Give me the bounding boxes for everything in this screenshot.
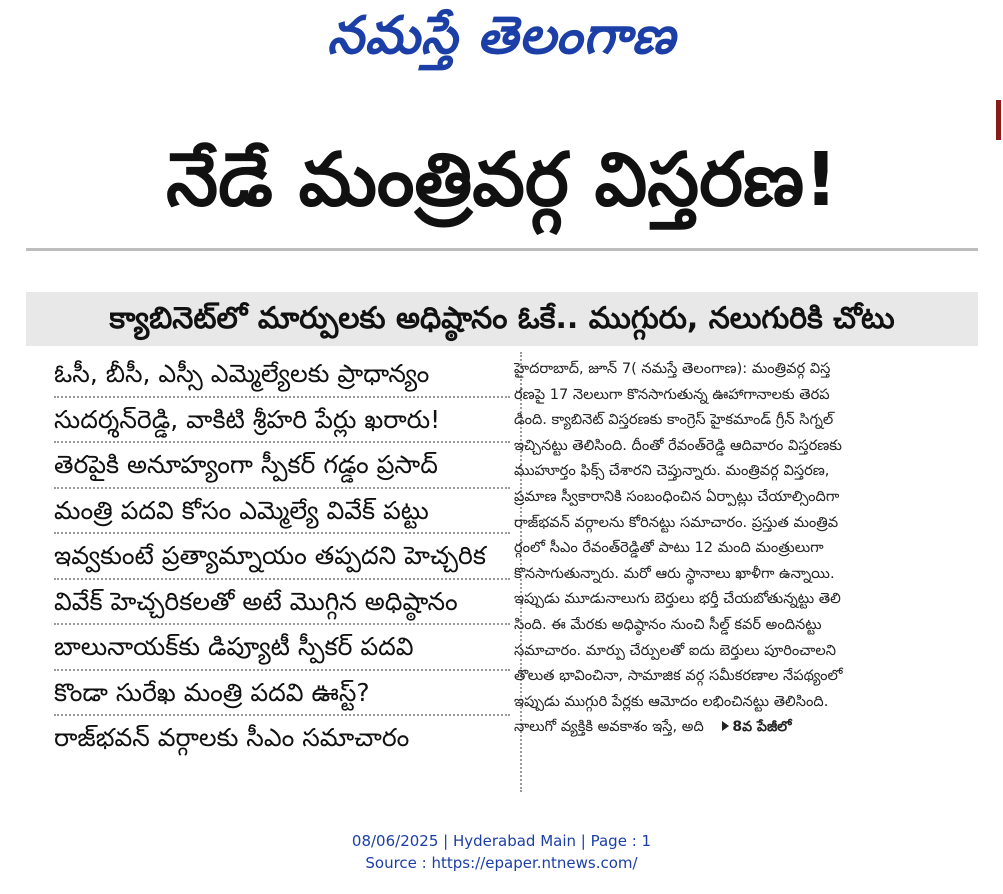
body-line: ర్గంలో సీఎం రేవంత్‌రెడ్డితో పాటు 12 మంది మంత్రులుగా	[514, 539, 824, 557]
body-line: ఇప్పుడు ముగ్గురి పేర్లకు ఆమోదం లభించినట్టు తెలిసింది.	[514, 692, 829, 710]
highlight-item: ఇవ్వకుంటే ప్రత్యామ్నాయం తప్పదని హెచ్చరిక	[54, 534, 510, 580]
highlight-item: సుదర్శన్‌రెడ్డి, వాకిటి శ్రీహరి పేర్లు ఖరారు!	[54, 398, 510, 444]
body-line: హైదరాబాద్, జూన్ 7( నమస్తే తెలంగాణ): మంత్రివర్గ విస్త	[514, 360, 831, 377]
highlight-item: రాజ్‌భవన్ వర్గాలకు సీఎం సమాచారం	[54, 723, 410, 752]
body-line: రణపై 17 నెలలుగా కొనసాగుతున్న ఊహాగానాలకు తెరప	[514, 385, 830, 403]
highlight-item: తెరపైకి అనూహ్యంగా స్పీకర్ గడ్డం ప్రసాద్	[54, 443, 510, 489]
body-line: ఇచ్చినట్టు తెలిసింది. దీంతో రేవంత్‌రెడ్డి ఆదివారం విస్తరణకు	[514, 436, 842, 454]
continuation-label: 8వ పేజీలో	[732, 719, 792, 736]
body-line: సమాచారం. మార్పు చేర్పులతో ఐదు బెర్తులు పూరించాలని	[514, 641, 836, 659]
body-line: ఇప్పుడు మూడునాలుగు బెర్తులు భర్తీ చేయబోతున్నట్టు తెలి	[514, 590, 841, 608]
highlight-item: ఓసీ, బీసీ, ఎస్సీ ఎమ్మెల్యేలకు ప్రాధాన్యం	[54, 352, 510, 398]
highlight-item: బాలునాయక్‌కు డిప్యూటీ స్పీకర్ పదవి	[54, 625, 510, 671]
headline-divider	[26, 248, 978, 251]
body-line-text: నాలుగో వ్యక్తికి అవకాశం ఇస్తే, అది	[514, 718, 704, 736]
highlight-item: కొండా సురేఖ మంత్రి పదవి ఊస్ట్?	[54, 671, 510, 717]
body-line: ప్రమాణ స్వీకారానికి సంబంధించిన ఏర్పాట్లు చేయాల్సిందిగా	[514, 487, 840, 505]
highlight-item: వివేక్ హెచ్చరికలతో అటే మొగ్గిన అధిష్ఠానం	[54, 580, 510, 626]
highlights-list	[54, 352, 510, 760]
subheadline: క్యాబినెట్‌లో మార్పులకు అధిష్ఠానం ఓకే.. ముగ్గురు, నలుగురికి చోటు	[26, 292, 978, 346]
body-line: ముహూర్తం ఫిక్స్ చేశారని చెప్తున్నారు. మంత్రివర్గ విస్తరణ,	[514, 462, 830, 480]
news-clipping	[26, 124, 978, 814]
body-line: కొనసాగుతున్నారు. మరో ఆరు స్థానాలు ఖాళీగా ఉన్నాయి.	[514, 564, 835, 582]
headline: నేడే మంత్రివర్గ విస్తరణ!	[166, 137, 838, 223]
body-line: తొలుత భావించినా, సామాజిక వర్గ సమీకరణాల నేపథ్యంలో	[514, 667, 843, 685]
footer-source[interactable]: Source : https://epaper.ntnews.com/	[365, 854, 638, 872]
page-footer	[0, 830, 1003, 874]
body-line-last	[514, 714, 952, 741]
arrow-right-icon	[722, 721, 729, 731]
body-line: సింది. ఈ మేరకు అధిష్ఠానం నుంచి సీల్డ్ కవర్ అందినట్టు	[514, 615, 822, 633]
continuation-link[interactable]	[722, 715, 791, 741]
body-line: రాజ్‌భవన్ వర్గాలను కోరినట్టు సమాచారం. ప్రస్తుత మంత్రివ	[514, 513, 839, 531]
body-line: డింది. క్యాబినెట్ విస్తరణకు కాంగ్రెస్ హైకమాండ్ గ్రీన్ సిగ్నల్	[514, 411, 834, 429]
page-edge-marker	[996, 100, 1001, 140]
masthead-logo: నమస్తే తెలంగాణ	[327, 6, 676, 66]
article-body	[514, 356, 952, 741]
footer-edition-info: 08/06/2025 | Hyderabad Main | Page : 1	[351, 832, 652, 850]
highlight-item: మంత్రి పదవి కోసం ఎమ్మెల్యే వివేక్ పట్టు	[54, 489, 510, 535]
